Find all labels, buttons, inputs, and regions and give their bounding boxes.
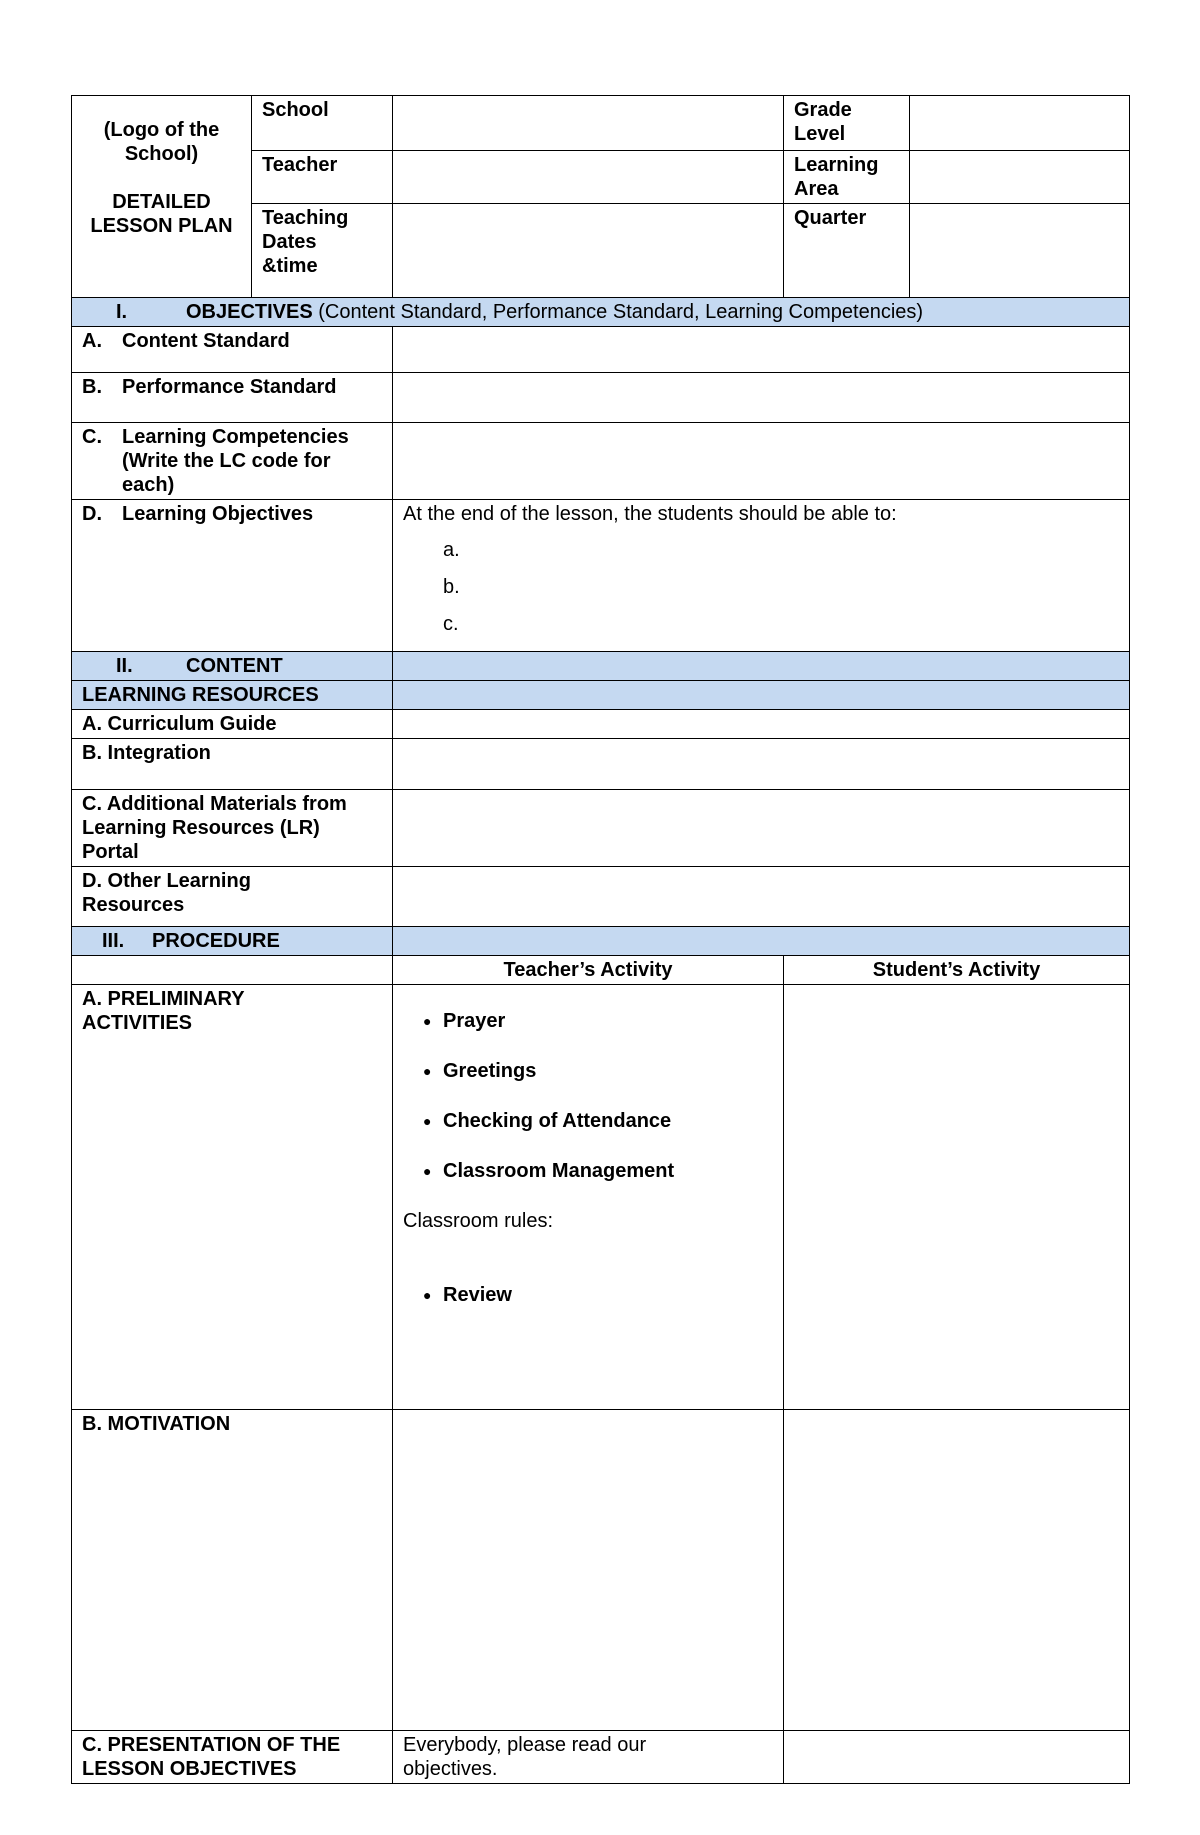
greetings-item: ● Greetings [423, 1059, 773, 1083]
quarter-label: Quarter [784, 204, 910, 298]
preliminary-student-cell[interactable] [784, 985, 1130, 1410]
logo-cell: (Logo of the School) DETAILED LESSON PLAN [72, 96, 252, 298]
integration-field[interactable] [393, 739, 1130, 790]
content-section-header: II. CONTENT [72, 652, 393, 681]
learning-objectives-label: D. Learning Objectives [72, 500, 393, 652]
teacher-label: Teacher [252, 151, 393, 204]
preliminary-activities-label: A. PRELIMINARY ACTIVITIES [72, 985, 393, 1410]
learning-resources-field[interactable] [393, 681, 1130, 710]
performance-standard-label: B. Performance Standard [72, 373, 393, 423]
school-label: School [252, 96, 393, 151]
classroom-management-item: ● Classroom Management [423, 1159, 773, 1183]
learning-area-field[interactable] [910, 151, 1130, 204]
other-resources-field[interactable] [393, 867, 1130, 927]
objective-item: c. [443, 613, 459, 635]
teaching-dates-label: Teaching Dates &time [252, 204, 393, 298]
lesson-plan-table [71, 95, 1130, 1784]
motivation-label: B. MOTIVATION [72, 1410, 393, 1731]
procedure-corner [72, 956, 393, 985]
logo-placeholder: (Logo of the [103, 119, 220, 141]
grade-level-label: Grade Level [784, 96, 910, 151]
attendance-item: ● Checking of Attendance [423, 1109, 773, 1133]
objectives-section-header: I. OBJECTIVES (Content Standard, Performance Standard, Learning Competencies) [72, 298, 1130, 327]
school-field[interactable] [393, 96, 784, 151]
additional-materials-field[interactable] [393, 790, 1130, 867]
other-resources-label: D. Other Learning Resources [72, 867, 393, 927]
presentation-teacher-cell[interactable]: Everybody, please read our objectives. [393, 1731, 784, 1784]
content-standard-label: A. Content Standard [72, 327, 393, 373]
learning-area-label: Learning Area [784, 151, 910, 204]
curriculum-guide-field[interactable] [393, 710, 1130, 739]
teacher-field[interactable] [393, 151, 784, 204]
objective-item: a. [443, 539, 460, 561]
review-item: ● Review [423, 1283, 773, 1307]
classroom-rules-label: Classroom rules: [403, 1210, 554, 1232]
procedure-field[interactable] [393, 927, 1130, 956]
plan-title: DETAILED [112, 191, 211, 213]
learning-competencies-field[interactable] [393, 423, 1130, 500]
content-standard-field[interactable] [393, 327, 1130, 373]
additional-materials-label: C. Additional Materials from Learning Resources (LR) Portal [72, 790, 393, 867]
motivation-student-cell[interactable] [784, 1410, 1130, 1731]
student-activity-header: Student’s Activity [784, 956, 1130, 985]
grade-level-field[interactable] [910, 96, 1130, 151]
presentation-objectives-label: C. PRESENTATION OF THE LESSON OBJECTIVES [72, 1731, 393, 1784]
integration-label: B. Integration [72, 739, 393, 790]
teaching-dates-field[interactable] [393, 204, 784, 298]
prayer-item: ● Prayer [423, 1009, 773, 1033]
content-field[interactable] [393, 652, 1130, 681]
preliminary-teacher-cell[interactable] [393, 985, 784, 1410]
objectives-intro: At the end of the lesson, the students should be able to: [403, 503, 897, 525]
objective-item: b. [443, 576, 460, 598]
learning-competencies-label: C. Learning Competencies (Write the LC code for each) [72, 423, 393, 500]
performance-standard-field[interactable] [393, 373, 1130, 423]
teacher-activity-header: Teacher’s Activity [393, 956, 784, 985]
learning-resources-header: LEARNING RESOURCES [72, 681, 393, 710]
quarter-field[interactable] [910, 204, 1130, 298]
learning-objectives-field[interactable] [393, 500, 1130, 652]
curriculum-guide-label: A. Curriculum Guide [72, 710, 393, 739]
procedure-section-header: III. PROCEDURE [72, 927, 393, 956]
motivation-teacher-cell[interactable] [393, 1410, 784, 1731]
presentation-student-cell[interactable] [784, 1731, 1130, 1784]
